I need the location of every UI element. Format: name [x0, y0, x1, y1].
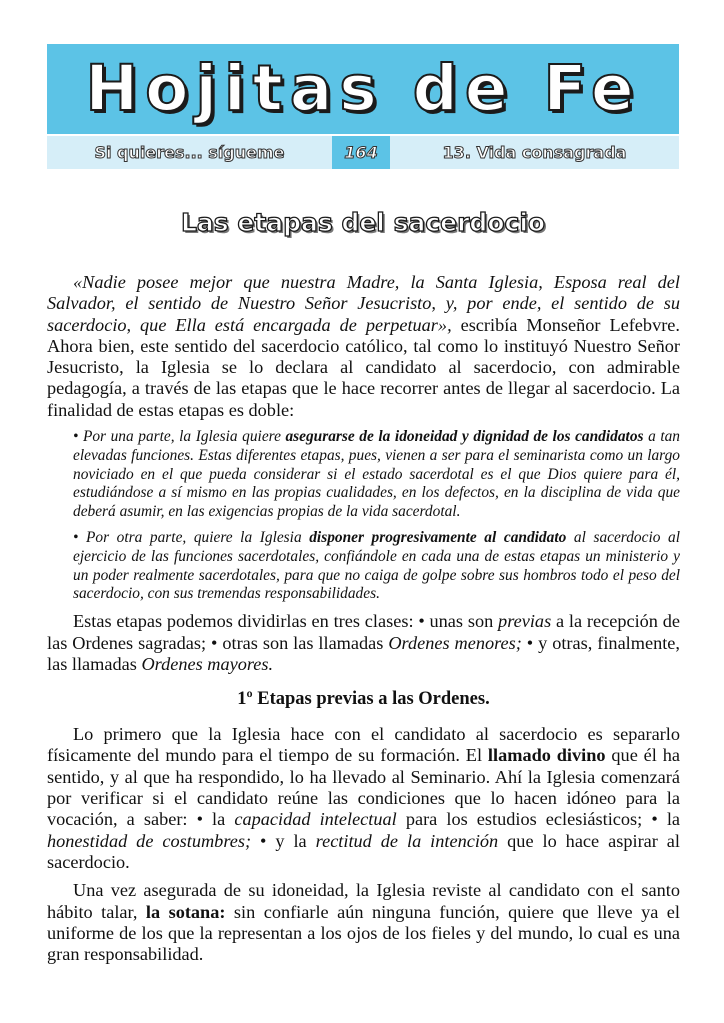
paragraph-intro: «Nadie posee mejor que nuestra Madre, la Santa Iglesia, Esposa real del Salvador, el sentido de Nuestro Señor Jesucristo, y, por ende, el sentido de su sacerdocio, que Ella está encargada de perpetuar», escribía Monseñor Lefebvre. Ahora bien, este sentido del sacerdocio católico, tal como lo instituyó Nuestro Señor Jesucristo, la Iglesia se lo declara al candidato al sacerdocio, con admirable pedagogía, a través de las etapas que le hace recorrer antes de llegar al sacerdocio. La finalidad de estas etapas es doble: [47, 272, 680, 420]
article-title: Las etapas del sacerdocio [180, 208, 546, 237]
bullet-paragraph-disponer: • Por otra parte, quiere la Iglesia disponer progresivamente al candidato al sacerdocio al ejercicio de las funciones sacerdotales, confiándole en cada una de estas etapas un ministerio y un poder realmente sacerdotales, para que no caiga de golpe sobre sus hombros todo el peso del sacerdocio, con sus tremendas responsabilidades. [73, 529, 680, 603]
masthead [47, 44, 679, 169]
section-heading: 1º Etapas previas a las Ordenes. [237, 689, 490, 710]
issue-number: 164 [332, 136, 390, 169]
masthead-title-band [47, 44, 679, 134]
paragraph-separacion: Lo primero que la Iglesia hace con el candidato al sacerdocio es separarlo físicamente del mundo para el tiempo de su formación. El llamado divino que él ha sentido, y al que ha respondido, lo ha llevado al Seminario. Ahí la Iglesia comenzará por verificar si el candidato reúne las condiciones que lo hacen idóneo para la vocación, a saber: • la capacidad intelectual para los estudios eclesiásticos; • la honestidad de costumbres; • y la rectitud de la intención que lo hace aspirar al sacerdocio. [47, 724, 681, 872]
quote-lefebvre: «Nadie posee mejor que nuestra Madre, la Santa Iglesia, Esposa real del Salvador, el sentido de Nuestro Señor Jesucristo, y, por ende, el sentido de su sacerdocio, que Ella está encargada de perpetuar», [47, 272, 680, 335]
paragraph-sotana: Una vez asegurada de su idoneidad, la Iglesia reviste al candidato con el santo hábito talar, la sotana: sin confiarle aún ninguna función, quiere que lleve ya el uniforme de los que la representan a los ojos de los fieles y del mundo, lo cual es una gran responsabilidad. [47, 880, 681, 965]
masthead-subtitle-band [47, 136, 679, 169]
article-body [47, 272, 680, 972]
paragraph-clases: Estas etapas podemos dividirlas en tres clases: • unas son previas a la recepción de las Ordenes sagradas; • otras son las llamadas Ordenes menores; • y otras, finalmente, las llamadas Ordenes mayores. [47, 611, 681, 674]
series-motto: Si quieres... sígueme [94, 143, 285, 162]
series-topic: 13. Vida consagrada [442, 143, 627, 162]
publication-title: Hojitas de Fe [85, 52, 641, 125]
bullet-paragraph-idoneidad: • Por una parte, la Iglesia quiere asegurarse de la idoneidad y dignidad de los candidatos a tan elevadas funciones. Estas diferentes etapas, pues, vienen a ser para el seminarista como un largo noviciado en el que pueda considerar si el estado sacerdotal es el que Dios quiere para él, estudiándose a sí mismo en las propias cualidades, en los defectos, en la disciplina de vida que deberá asumir, en las exigencias propias de la vida sacerdotal. [73, 428, 680, 521]
